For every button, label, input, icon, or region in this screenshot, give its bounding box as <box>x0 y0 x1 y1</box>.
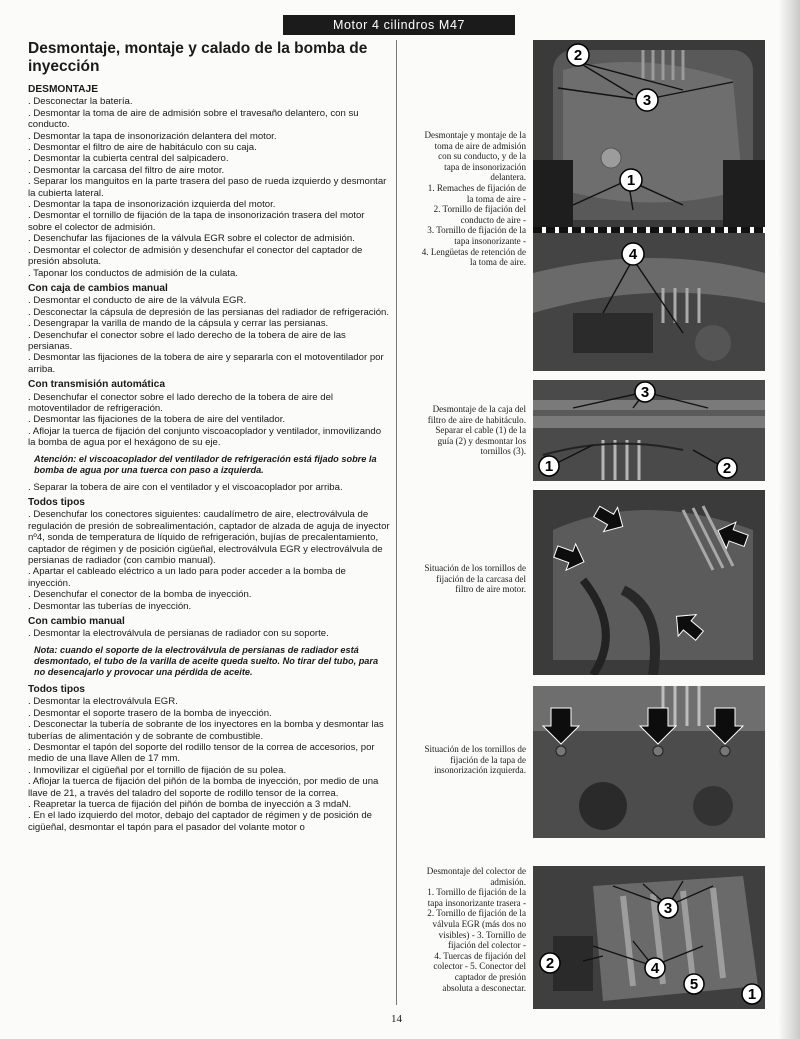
callout-label: 1 <box>544 458 554 475</box>
caption-line: insonorización izquierda. <box>434 765 526 776</box>
procedure-step: . Desmontar la carcasa del filtro de aire motor. <box>28 164 225 176</box>
procedure-step: . Inmovilizar el cigüeñal por el tornillo de fijación de su polea. <box>28 764 287 776</box>
caption-line: con su conducto, y de la <box>438 151 526 162</box>
section-heading: Todos tipos <box>28 497 85 508</box>
caption-line: delantera. <box>490 172 526 183</box>
procedure-step: . Desmontar las fijaciones de la tobera de aire del ventilador. <box>28 414 286 426</box>
caption-line: fijación del colector - <box>447 940 526 951</box>
procedure-step: . Desmontar la toma de aire de admisión sobre el travesaño delantero, con su conducto. <box>28 107 359 131</box>
caption-line: Separar el cable (1) de la <box>435 425 526 436</box>
procedure-step: . Desmontar la tapa de insonorización delantera del motor. <box>28 130 277 142</box>
caption-line: tapa insonorizante trasera - <box>427 897 526 908</box>
caption-cabin-filter <box>402 404 526 457</box>
caption-line: tornillos (3). <box>480 446 526 457</box>
caption-air-intake <box>402 130 526 268</box>
warning-note: Nota: cuando el soporte de la electroválvula de persianas de radiador está desmontado, el tubo de la varilla de aceite queda suelto. No tirar del tubo, para no desencajarlo y provocar una pérdida de aceite. <box>34 644 379 677</box>
caption-line: Desmontaje y montaje de la <box>424 130 526 140</box>
caption-line: visibles) - 3. Tornillo de <box>438 929 526 940</box>
callout-label: 3 <box>663 900 673 917</box>
procedure-step: . Desmontar el soporte trasero de la bomba de inyección. <box>28 707 272 719</box>
caption-engine-air-filter <box>402 563 526 595</box>
procedure-step: . Desconectar la batería. <box>28 96 133 108</box>
procedure-step: . Desmontar la electroválvula de persianas de radiador con su soporte. <box>28 628 329 640</box>
procedure-step: . En el lado izquierdo del motor, debajo del captador de régimen y de posición de cigüeñal, desmontar el tapón para el pasador del volante motor o <box>28 810 372 833</box>
procedure-step: . Aflojar la tuerca de fijación del piñón de la bomba de inyección, por medio de una llave de 21, a través del taladro del soporte de rodillo tensor de la correa. <box>28 776 379 799</box>
procedure-step: . Desmontar el filtro de aire de habitáculo con su caja. <box>28 142 257 154</box>
caption-line: tapa insonorizante - <box>454 235 526 246</box>
photo-left-soundproof-cover <box>533 686 765 838</box>
caption-line: fijación de la carcasa del <box>436 573 526 584</box>
section-heading: Todos tipos <box>28 683 85 695</box>
caption-line: 4. Tuercas de fijación del <box>434 950 526 961</box>
procedure-step: . Desmontar las fijaciones de la tobera de aire y separarla con el motoventilador por arriba. <box>28 352 384 375</box>
photo-air-intake-top <box>533 40 765 227</box>
section-heading: DESMONTAJE <box>28 84 98 95</box>
procedure-text <box>28 84 390 833</box>
caption-line: válvula EGR (más dos no <box>432 918 526 929</box>
caption-left-soundproof-cover <box>402 744 526 776</box>
caption-line: fijación de la tapa de <box>450 754 526 765</box>
procedure-step: . Desmontar la tapa de insonorización izquierda del motor. <box>28 199 276 211</box>
procedure-step: . Desengrapar la varilla de mando de la cápsula y cerrar las persianas. <box>28 318 329 330</box>
caption-line: captador de presión <box>454 971 526 982</box>
caption-line: toma de aire de admisión <box>434 140 526 151</box>
caption-line: Desmontaje del colector de <box>426 866 526 876</box>
section-header: Motor 4 cilindros M47 <box>283 15 515 35</box>
callout-label: 1 <box>626 172 636 189</box>
procedure-step: . Apartar el cableado eléctrico a un lado para poder acceder a la bomba de inyección. <box>28 566 346 589</box>
caption-line: Situación de los tornillos de <box>424 744 526 754</box>
procedure-step: . Taponar los conductos de admisión de la culata. <box>28 267 238 279</box>
caption-line: admisión. <box>490 876 526 887</box>
photo-air-intake-bottom <box>533 233 765 371</box>
callout-label: 4 <box>628 246 638 263</box>
caption-line: 2. Tornillo de fijación de la <box>427 908 526 919</box>
caption-line: 1. Remaches de fijación de <box>427 182 526 193</box>
caption-line: 4. Lengüetas de retención de <box>421 246 526 257</box>
caption-line: Situación de los tornillos de <box>424 563 526 573</box>
procedure-step: . Desenchufar el conector sobre el lado derecho de la tobera de aire de las persianas. <box>28 329 346 352</box>
caption-line: 2. Tornillo de fijación del <box>433 204 526 215</box>
callout-label: 2 <box>573 47 583 64</box>
column-divider <box>396 40 397 1005</box>
caption-intake-manifold <box>402 866 526 993</box>
callout-label: 3 <box>642 92 652 109</box>
caption-line: 3. Tornillo de fijación de la <box>427 225 526 236</box>
page-title: Desmontaje, montaje y calado de la bomba de inyección <box>28 40 368 75</box>
procedure-step: . Desmontar el colector de admisión y desenchufar el conector del captador de presión absoluta. <box>28 244 363 268</box>
caption-line: colector - 5. Conector del <box>433 961 526 972</box>
procedure-step: . Desmontar la cubierta central del salpicadero. <box>28 153 229 165</box>
procedure-step: . Separar los manguitos en la parte trasera del paso de rueda izquierdo y desmontar la cubierta lateral. <box>28 176 387 199</box>
procedure-step: . Desmontar el tornillo de fijación de la tapa de insonorización trasera del motor sobre el colector de admisión. <box>28 210 365 233</box>
procedure-step: . Desconectar la tubería de sobrante de los inyectores en la bomba y desmontar las tuberías de alimentación y de sobrante de combustible. <box>28 719 384 742</box>
caption-line: la toma de aire. <box>469 257 526 268</box>
caption-line: la toma de aire - <box>466 193 526 204</box>
caption-line: conducto de aire - <box>460 214 526 225</box>
callout-label: 2 <box>722 460 732 477</box>
photo-engine-air-filter <box>533 490 765 675</box>
callout-label: 1 <box>747 986 757 1003</box>
procedure-step: . Desmontar la electroválvula EGR. <box>28 696 178 708</box>
section-heading: Con cambio manual <box>28 616 125 628</box>
scan-edge-shadow <box>778 0 800 1039</box>
procedure-step: . Desenchufar las fijaciones de la válvula EGR sobre el colector de admisión. <box>28 233 355 245</box>
callout-label: 3 <box>640 384 650 401</box>
section-heading: Con transmisión automática <box>28 379 165 391</box>
procedure-step: . Aflojar la tuerca de fijación del conjunto viscoacoplador y ventilador, inmovilizando la bomba de agua por el hexágono de su eje. <box>28 425 382 449</box>
procedure-step: . Separar la tobera de aire con el ventilador y el viscoacoplador por arriba. <box>28 481 343 493</box>
warning-note: Atención: el viscoacoplador del ventilador de refrigeración está fijado sobre la bomba de agua por una tuerca con paso a izquierda. <box>34 453 377 475</box>
procedure-step: . Desenchufar el conector sobre el lado derecho de la tobera de aire del motoventilador de refrigeración. <box>28 391 334 414</box>
caption-line: absoluta a desconectar. <box>442 982 526 993</box>
callout-label: 2 <box>545 955 555 972</box>
procedure-step: . Desmontar las tuberías de inyección. <box>28 600 192 612</box>
procedure-step: . Desenchufar el conector de la bomba de inyección. <box>28 589 252 601</box>
caption-line: 1. Tornillo de fijación de la <box>427 887 526 898</box>
caption-line: Desmontaje de la caja del <box>432 404 526 414</box>
procedure-step: . Desmontar el conducto de aire de la válvula EGR. <box>28 295 247 307</box>
photo-cabin-filter <box>533 380 765 481</box>
procedure-step: . Reapretar la tuerca de fijación del piñón de bomba de inyección a 3 mdaN. <box>28 798 352 810</box>
caption-line: tapa de insonorización <box>444 161 526 172</box>
procedure-step: . Desconectar la cápsula de depresión de las persianas del radiador de refrigeración. <box>28 306 390 318</box>
section-heading: Con caja de cambios manual <box>28 282 168 294</box>
page-number: 14 <box>391 1013 402 1025</box>
procedure-step: . Desenchufar los conectores siguientes: caudalímetro de aire, electroválvula de regulación de presión de sobrealimentación, captador de alzada de aguja de inyector nº4, sonda de temperatura de líquido de refrigeración, bujías de precalentamiento, captador de régimen y de posición cigüeñal, electroválvula EGR y electroválvula de persianas de radiador (con cambio manual). <box>28 509 390 567</box>
caption-line: guía (2) y desmontar los <box>437 435 526 446</box>
callout-label: 5 <box>689 976 699 993</box>
photo-intake-manifold <box>533 866 765 1009</box>
caption-line: filtro de aire motor. <box>455 584 526 595</box>
caption-line: filtro de aire de habitáculo. <box>427 414 526 425</box>
procedure-step: . Desmontar el tapón del soporte del rodillo tensor de la correa de accesorios, por medio de una llave Allen de 17 mm. <box>28 741 375 765</box>
callout-label: 4 <box>650 960 660 977</box>
